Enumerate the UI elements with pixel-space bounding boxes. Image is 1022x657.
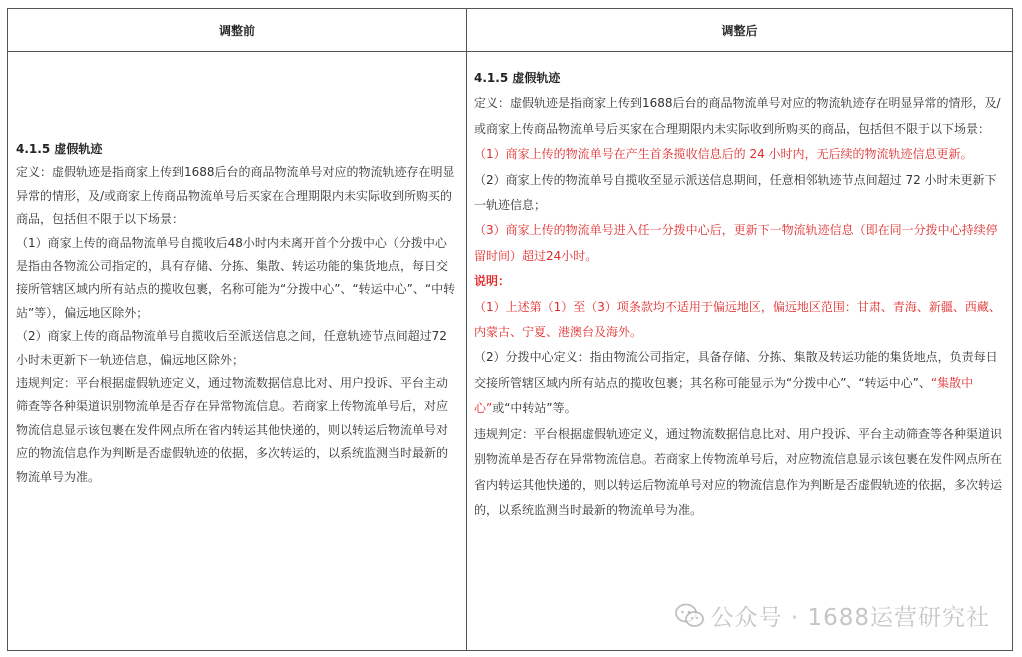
before-definition: 定义：虚假轨迹是指商家上传到1688后台的商品物流单号对应的物流轨迹存在明显异常的情形，及/或商家上传商品物流单号后买家在合理期限内未实际收到所购买的商品，包括但不限于以下场景：: [16, 165, 455, 227]
comparison-table: [7, 8, 1013, 651]
before-item-1: （1）商家上传的商品物流单号自揽收后48小时内未离开首个分拨中心（分拨中心是指由各物流公司指定的，具有存储、分拣、集散、转运功能的集货地点，每日交接所管辖区域内所有站点的揽收包裹，名称可能为“分拨中心”、“转运中心”、“中转站”等），偏远地区除外；: [16, 235, 456, 320]
cell-before: [8, 52, 467, 650]
after-heading: 4.1.5 虚假轨迹: [474, 71, 561, 85]
watermark-text: 公众号 · 1688运营研究社: [710, 605, 990, 631]
after-note-2-b: 或“中转站”等。: [492, 401, 577, 416]
after-item-1: （1）商家上传的物流单号在产生首条揽收信息后的 24 小时内，无后续的物流轨迹信息更新。: [474, 147, 973, 162]
wechat-icon: [675, 603, 705, 629]
after-violation: 违规判定：平台根据虚假轨迹定义，通过物流数据信息比对、用户投诉、平台主动筛查等各种渠道识别物流单是否存在异常物流信息。若商家上传物流单号后，对应物流信息显示该包裹在发件网点所在省内转运其他快递的，则以转运后物流单号对应的物流信息作为判断是否虚假轨迹的依据，多次转运的，以系统监测当时最新的物流单号为准。: [474, 426, 1003, 517]
after-note-2-red: “集散中心”: [474, 375, 974, 416]
after-note-1: （1）上述第（1）至（3）项条款均不适用于偏远地区，偏远地区范围：甘肃、青海、新疆、西藏、内蒙古、宁夏、港澳台及海外。: [474, 299, 1001, 340]
after-item-3: （3）商家上传的物流单号进入任一分拨中心后，更新下一物流轨迹信息（即在同一分拨中心持续停留时间）超过24小时。: [474, 223, 998, 263]
before-item-2: （2）商家上传的商品物流单号自揽收后至派送信息之间，任意轨迹节点间超过72小时未更新下一轨迹信息，偏远地区除外；: [16, 329, 447, 367]
after-note-2-a: （2）分拨中心定义：指由物流公司指定，具备存储、分拣、集散及转运功能的集货地点，负责每日交接所管辖区域内所有站点的揽收包裹；其名称可能显示为“分拨中心”、“转运中心”、: [474, 350, 998, 390]
after-definition: 定义：虚假轨迹是指商家上传到1688后台的商品物流单号对应的物流轨迹存在明显异常的情形，及/或商家上传商品物流单号后买家在合理期限内未实际收到所购买的商品，包括但不限于以下场景：: [474, 96, 1001, 136]
watermark: [675, 599, 990, 632]
header-after: 调整后: [467, 9, 1012, 52]
before-heading: 4.1.5 虚假轨迹: [16, 142, 103, 156]
after-item-2: （2）商家上传的物流单号自揽收至显示派送信息期间，任意相邻轨迹节点间超过 72 小时未更新下一轨迹信息；: [474, 172, 997, 213]
before-violation: 违规判定：平台根据虚假轨迹定义，通过物流数据信息比对、用户投诉、平台主动筛查等各种渠道识别物流单是否存在异常物流信息。若商家上传物流单号后，对应物流信息显示该包裹在发件网点所在省内转运其他快递的，则以转运后物流单号对应的物流信息作为判断是否虚假轨迹的依据，多次转运的，以系统监测当时最新的物流单号为准。: [16, 376, 449, 484]
after-note-2: [474, 345, 1006, 421]
header-before: 调整前: [8, 9, 467, 52]
cell-after: [467, 52, 1012, 650]
after-note-label: 说明：: [474, 274, 511, 289]
